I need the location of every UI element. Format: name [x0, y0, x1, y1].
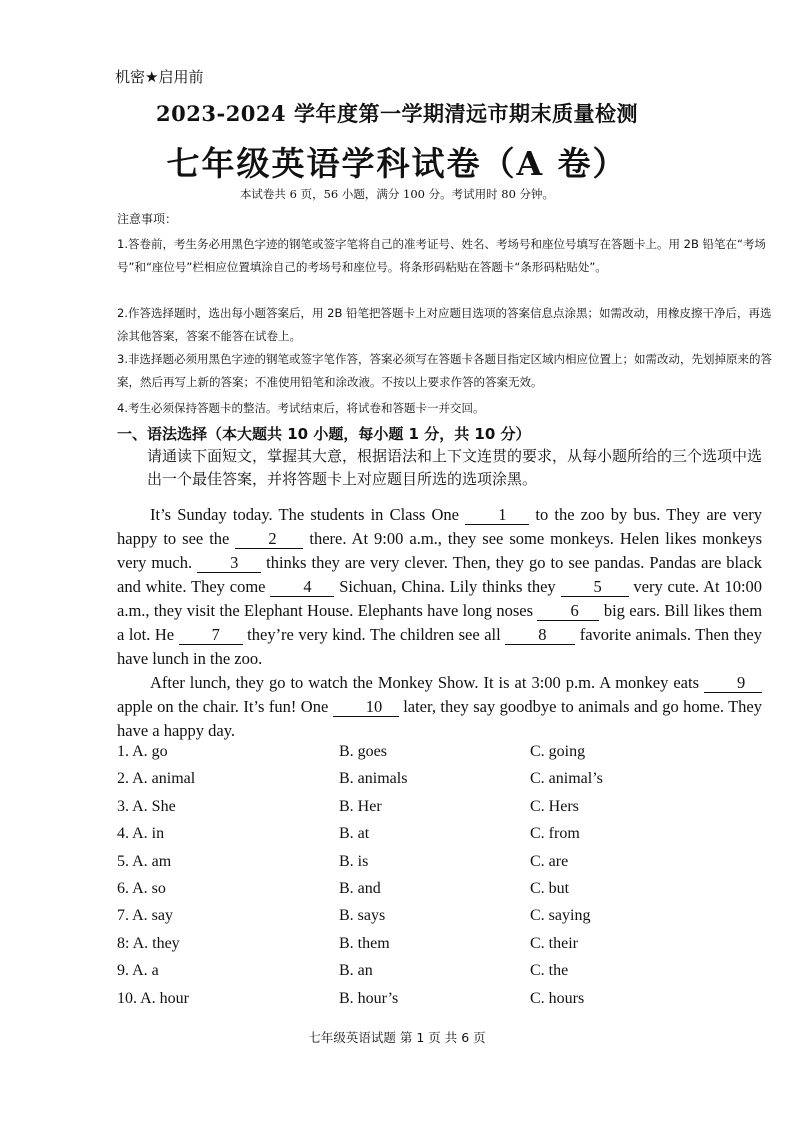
option-row	[117, 853, 777, 880]
note-item: 4.考生必须保持答题卡的整洁。考试结束后，将试卷和答题卡一并交回。	[117, 401, 485, 415]
option-a: 10. A. hour	[117, 989, 189, 1007]
blank-1: 1	[465, 506, 529, 525]
reading-passage	[117, 503, 762, 743]
option-a: 8: A. they	[117, 934, 180, 952]
option-row	[117, 743, 777, 770]
exam-info: 本试卷共 6 页，56 小题，满分 100 分。考试用时 80 分钟。	[239, 187, 555, 201]
option-c: C. saying	[530, 907, 591, 925]
confidential-label: 机密★启用前	[115, 68, 204, 86]
answer-options	[117, 743, 777, 1017]
passage-paragraph-1: It’s Sunday today. The students in Class One 1 to the zoo by bus. They are very happy to see the 2 there. At 9:00 a.m., they see some monkeys. Helen likes monkeys very much. 3 thinks they are very clever. Then, they go to see pandas. Pandas are black and white. They come 4 Sichuan, China. Lily thinks they 5 very cute. At 10:00 a.m., they visit the Elephant House. Elephants have long noses 6 big ears. Bill likes them a lot. He 7 they’re very kind. The children see all 8 favorite animals. Then they have lunch in the zoo.	[117, 505, 763, 668]
blank-3: 3	[197, 554, 261, 573]
option-c: C. their	[530, 934, 578, 952]
blank-6: 6	[537, 602, 599, 621]
option-a: 9. A. a	[117, 962, 159, 980]
blank-9: 9	[704, 674, 762, 693]
section-instruction: 请通读下面短文，掌握其大意，根据语法和上下文连贯的要求，从每小题所给的三个选项中选出一个最佳答案，并将答题卡上对应题目所选的选项涂黑。	[147, 447, 763, 488]
blank-8: 8	[505, 626, 575, 645]
option-c: C. but	[530, 879, 570, 897]
note-item: 2.作答选择题时，选出每小题答案后，用 2B 铅笔把答题卡上对应题目选项的答案信息点涂黑；如需改动，用橡皮擦干净后，再选涂其他答案，答案不能答在试卷上。	[117, 306, 772, 343]
option-c: C. animal’s	[530, 770, 603, 788]
exam-subject-title: 七年级英语学科试卷（A 卷）	[166, 144, 628, 183]
note-item: 3.非选择题必须用黑色字迹的钢笔或签字笔作答，答案必须写在答题卡各题目指定区域内相应位置上；如需改动，先划掉原来的答案，然后再写上新的答案；不准使用铅笔和涂改液。不按以上要求作答的答案无效。	[117, 352, 772, 389]
option-b: B. and	[339, 879, 381, 897]
option-a: 2. A. animal	[117, 770, 196, 788]
option-row	[117, 907, 777, 934]
option-a: 7. A. say	[117, 907, 173, 925]
page-footer: 七年级英语试题 第 1 页 共 6 页	[308, 1030, 486, 1045]
blank-10: 10	[333, 698, 399, 717]
option-b: B. says	[339, 907, 386, 925]
option-row	[117, 962, 777, 989]
option-a: 4. A. in	[117, 825, 165, 843]
option-c: C. the	[530, 962, 569, 980]
exam-title: 2023-2024 学年度第一学期清远市期末质量检测	[156, 101, 638, 126]
option-a: 6. A. so	[117, 879, 166, 897]
option-c: C. going	[530, 743, 586, 760]
option-a: 1. A. go	[117, 743, 168, 760]
blank-7: 7	[179, 626, 243, 645]
option-b: B. hour’s	[339, 989, 399, 1007]
option-c: C. are	[530, 852, 569, 870]
option-b: B. them	[339, 934, 390, 952]
blank-5: 5	[561, 578, 629, 597]
option-b: B. animals	[339, 770, 408, 788]
option-a: 3. A. She	[117, 797, 176, 815]
option-b: B. at	[339, 825, 370, 843]
passage-paragraph-2: After lunch, they go to watch the Monkey Show. It is at 3:00 p.m. A monkey eats 9 apple on the chair. It’s fun! One 10 later, they say goodbye to animals and go home. They have a happy day.	[117, 673, 763, 740]
section-title: 一、语法选择（本大题共 10 小题，每小题 1 分，共 10 分）	[117, 425, 531, 443]
option-row	[117, 798, 777, 825]
option-row	[117, 880, 777, 907]
blank-4: 4	[270, 578, 334, 597]
option-c: C. from	[530, 825, 580, 843]
option-a: 5. A. am	[117, 852, 172, 870]
option-c: C. Hers	[530, 797, 579, 815]
option-b: B. goes	[339, 743, 387, 760]
option-b: B. Her	[339, 797, 382, 815]
blank-2: 2	[235, 530, 303, 549]
option-c: C. hours	[530, 989, 585, 1007]
option-b: B. an	[339, 962, 373, 980]
note-item: 1.答卷前，考生务必用黑色字迹的钢笔或签字笔将自己的准考证号、姓名、考场号和座位号填写在答题卡上。用 2B 铅笔在“考场号”和“座位号”栏相应位置填涂自己的考场号和座位号。将条形码粘贴在答题卡“条形码粘贴处”。	[117, 237, 766, 274]
notes-title: 注意事项：	[117, 212, 178, 226]
option-row	[117, 825, 777, 852]
option-row	[117, 935, 777, 962]
option-b: B. is	[339, 852, 369, 870]
option-row	[117, 990, 777, 1017]
option-row	[117, 770, 777, 797]
